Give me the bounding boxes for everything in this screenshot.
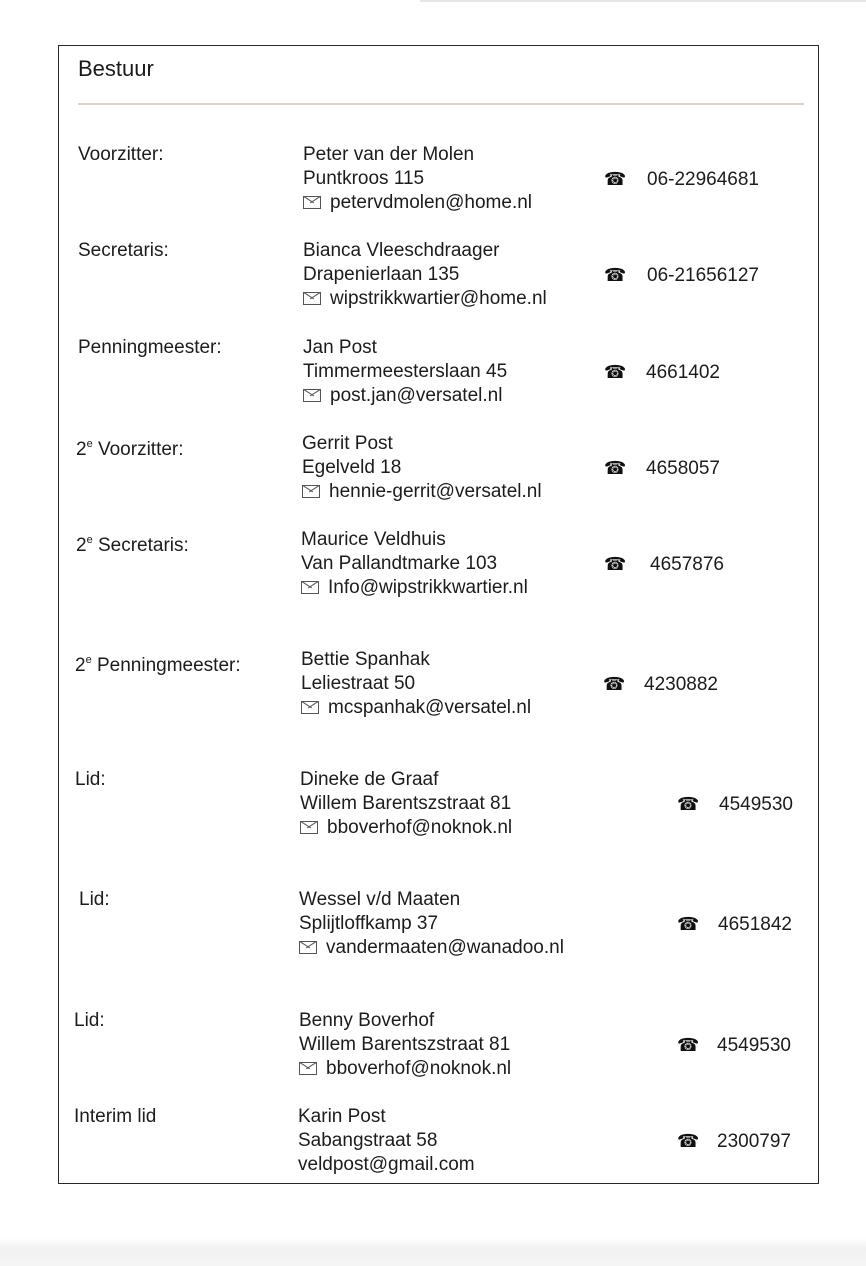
- envelope-icon: [300, 821, 318, 834]
- role-ordinal: 2: [76, 535, 87, 556]
- member-entry: [0, 1009, 866, 1089]
- envelope-icon: [303, 292, 321, 305]
- member-role: [78, 239, 169, 263]
- envelope-icon: [301, 581, 319, 594]
- member-address: Sabangstraat 58: [298, 1130, 438, 1151]
- member-email: vandermaaten@wanadoo.nl: [326, 937, 564, 958]
- member-phone: 4549530: [717, 1035, 791, 1056]
- member-email-row: [298, 1153, 475, 1177]
- member-address: Leliestraat 50: [301, 673, 416, 694]
- member-email-row: [303, 384, 502, 408]
- member-address: Willem Barentszstraat 81: [299, 1034, 511, 1055]
- member-phone: 4549530: [719, 794, 793, 815]
- member-name: Peter van der Molen: [303, 144, 475, 165]
- member-entry: [0, 432, 866, 512]
- role-ordinal-suffix: e: [86, 438, 93, 450]
- member-entry: [0, 648, 866, 728]
- member-phone: 4657876: [650, 554, 724, 575]
- role-label: Lid:: [74, 1010, 105, 1031]
- member-phone: 06-21656127: [647, 265, 759, 286]
- member-email: petervdmolen@home.nl: [330, 192, 533, 213]
- member-role: [74, 1009, 105, 1033]
- member-role: [76, 528, 189, 558]
- member-entry: [0, 768, 866, 848]
- title-divider: [78, 103, 804, 105]
- member-name: Bianca Vleeschdraager: [303, 240, 500, 261]
- member-phone: 2300797: [717, 1131, 791, 1152]
- member-entry: [0, 888, 866, 968]
- member-role: [76, 432, 184, 462]
- member-entry: [0, 1105, 866, 1185]
- member-phone: 06-22964681: [647, 169, 759, 190]
- page-title: Bestuur: [78, 56, 154, 81]
- role-ordinal-suffix: e: [86, 534, 93, 546]
- member-email-row: [303, 191, 532, 215]
- telephone-icon: ☎: [604, 554, 627, 574]
- member-address: Van Pallandtmarke 103: [301, 553, 498, 574]
- member-name: Karin Post: [298, 1106, 386, 1127]
- envelope-icon: [303, 196, 321, 209]
- role-label: Penningmeester:: [91, 655, 241, 676]
- role-ordinal: 2: [75, 655, 86, 676]
- telephone-icon: ☎: [604, 265, 627, 285]
- role-ordinal-suffix: e: [85, 654, 92, 666]
- member-email: veldpost@gmail.com: [298, 1154, 475, 1175]
- role-label: Lid:: [75, 769, 106, 790]
- member-name: Dineke de Graaf: [300, 769, 439, 790]
- member-email: bboverhof@noknok.nl: [326, 1058, 512, 1079]
- telephone-icon: ☎: [677, 1035, 700, 1055]
- member-role: [78, 336, 222, 360]
- envelope-icon: [301, 701, 319, 714]
- member-address: Timmermeesterslaan 45: [303, 361, 508, 382]
- member-role: [74, 1105, 156, 1129]
- member-address: Willem Barentszstraat 81: [300, 793, 512, 814]
- member-email-row: [300, 816, 512, 840]
- member-role: [75, 768, 106, 792]
- role-label: Voorzitter:: [78, 144, 164, 165]
- telephone-icon: ☎: [604, 458, 627, 478]
- member-address: Splijtloffkamp 37: [299, 913, 439, 934]
- telephone-icon: ☎: [603, 674, 626, 694]
- member-name: Wessel v/d Maaten: [299, 889, 461, 910]
- member-email-row: [303, 287, 547, 311]
- member-entry: [0, 239, 866, 319]
- member-name: Benny Boverhof: [299, 1010, 435, 1031]
- role-label: Secretaris:: [92, 535, 189, 556]
- telephone-icon: ☎: [604, 362, 627, 382]
- member-email: wipstrikkwartier@home.nl: [330, 288, 547, 309]
- member-role: [75, 648, 241, 678]
- member-email: Info@wipstrikkwartier.nl: [328, 577, 528, 598]
- role-label: Interim lid: [74, 1106, 157, 1127]
- member-email-row: [299, 1057, 511, 1081]
- envelope-icon: [299, 1062, 317, 1075]
- telephone-icon: ☎: [677, 1131, 700, 1151]
- member-name: Bettie Spanhak: [301, 649, 430, 670]
- member-address: Egelveld 18: [302, 457, 402, 478]
- member-email: post.jan@versatel.nl: [330, 385, 503, 406]
- member-email-row: [301, 696, 531, 720]
- role-ordinal: 2: [76, 439, 87, 460]
- member-name: Gerrit Post: [302, 433, 393, 454]
- envelope-icon: [302, 485, 320, 498]
- envelope-icon: [299, 941, 317, 954]
- member-entry: [0, 528, 866, 608]
- member-role: [79, 888, 110, 912]
- scan-edge-top: [420, 0, 866, 2]
- member-email-row: [299, 936, 564, 960]
- member-address: Puntkroos 115: [303, 168, 425, 189]
- telephone-icon: ☎: [677, 914, 700, 934]
- member-phone: 4651842: [718, 914, 792, 935]
- scan-edge-bottom: [0, 1238, 866, 1266]
- role-label: Lid:: [79, 889, 110, 910]
- envelope-icon: [303, 389, 321, 402]
- member-entry: [0, 336, 866, 416]
- member-email: bboverhof@noknok.nl: [327, 817, 513, 838]
- member-email-row: [301, 576, 528, 600]
- member-email: mcspanhak@versatel.nl: [328, 697, 532, 718]
- member-name: Maurice Veldhuis: [301, 529, 446, 550]
- telephone-icon: ☎: [677, 794, 700, 814]
- member-address: Drapenierlaan 135: [303, 264, 460, 285]
- member-phone: 4230882: [644, 674, 718, 695]
- role-label: Secretaris:: [78, 240, 169, 261]
- member-entry: [0, 143, 866, 223]
- member-role: [78, 143, 164, 167]
- member-email-row: [302, 480, 542, 504]
- role-label: Voorzitter:: [92, 439, 184, 460]
- member-phone: 4658057: [646, 458, 720, 479]
- member-email: hennie-gerrit@versatel.nl: [329, 481, 542, 502]
- telephone-icon: ☎: [604, 169, 627, 189]
- member-name: Jan Post: [303, 337, 377, 358]
- member-phone: 4661402: [646, 362, 720, 383]
- role-label: Penningmeester:: [78, 337, 222, 358]
